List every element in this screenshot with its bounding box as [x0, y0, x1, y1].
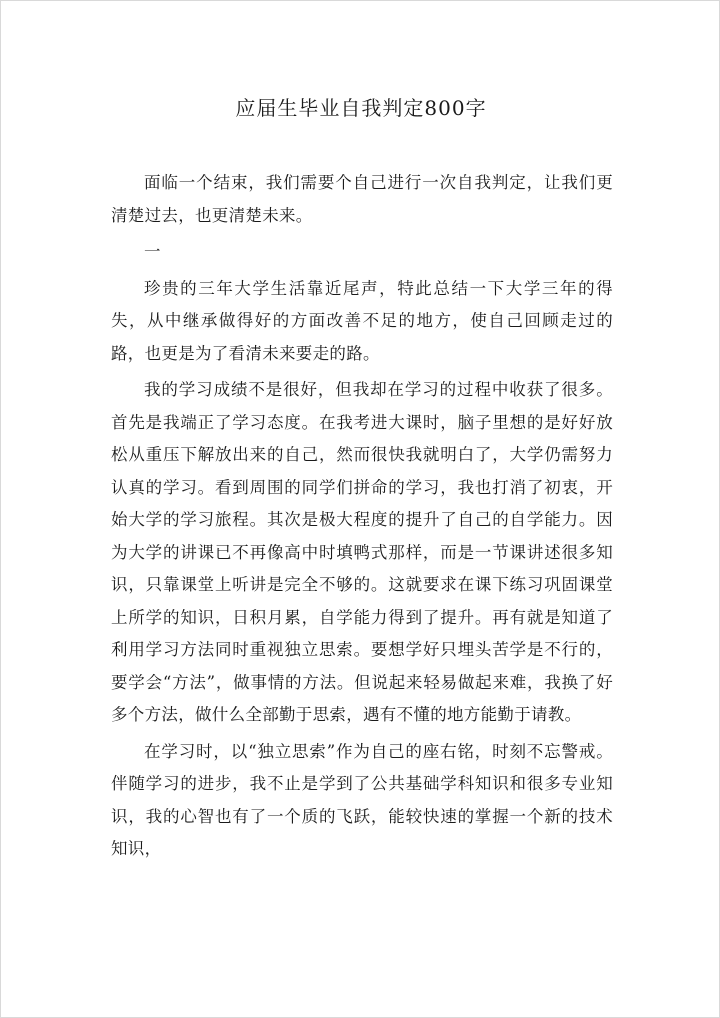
paragraph: 面临一个结束，我们需要个自己进行一次自我判定，让我们更清楚过去，也更清楚未来。 [111, 173, 613, 225]
paragraph: 珍贵的三年大学生活靠近尾声，特此总结一下大学三年的得失，从中继承做得好的方面改善不足的地方，使自己回顾走过的路，也更是为了看清未来要走的路。 [111, 278, 613, 363]
document-body [111, 167, 613, 870]
paragraph: 我的学习成绩不是很好，但我却在学习的过程中收获了很多。首先是我端正了学习态度。在我考进大课时，脑子里想的是好好放松从重压下解放出来的自己，然而很快我就明白了，大学仍需努力认真的学习。看到周围的同学们拼命的学习，我也打消了初衷，开始大学的学习旅程。其次是极大程度的提升了自己的自学能力。因为大学的讲课已不再像高中时填鸭式那样，而是一节课讲述很多知识，只靠课堂上听讲是完全不够的。这就要求在课下练习巩固课堂上所学的知识，日积月累，自学能力得到了提升。再有就是知道了利用学习方法同时重视独立思索。要想学好只埋头苦学是不行的，要学会“方法”，做事情的方法。但说起来轻易做起来难，我换了好多个方法，做什么全部勤于思索，遇有不懂的地方能勤于请教。 [111, 380, 613, 724]
section-marker: 一 [144, 242, 161, 261]
document-title: 应届生毕业自我判定800字 [235, 96, 487, 120]
paragraph: 在学习时，以“独立思索”作为自己的座右铭，时刻不忘警戒。伴随学习的进步，我不止是学到了公共基础学科知识和很多专业知识，我的心智也有了一个质的飞跃，能较快速的掌握一个新的技术知识， [111, 741, 613, 858]
